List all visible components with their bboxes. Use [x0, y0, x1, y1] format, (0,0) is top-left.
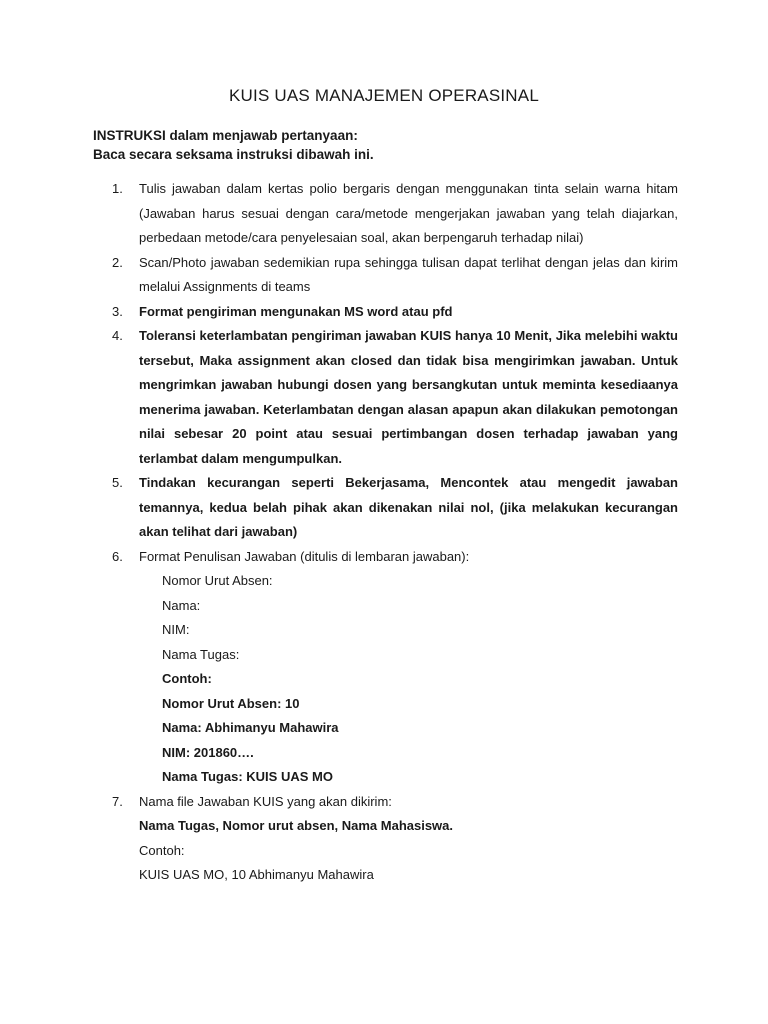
- list-item-7: [112, 790, 678, 888]
- item-number: 5.: [112, 475, 123, 490]
- list-item-3: [112, 300, 678, 325]
- list-item-5: [112, 471, 678, 545]
- item-number: 6.: [112, 548, 123, 564]
- example-line: Nomor Urut Absen: 10: [162, 695, 300, 711]
- item-number: 2.: [112, 254, 123, 270]
- item-number: 7.: [112, 793, 123, 809]
- instructions-header: [93, 126, 374, 164]
- answer-format-block: [139, 569, 678, 790]
- example-line: Nama: Abhimanyu Mahawira: [162, 720, 339, 735]
- list-item-1: [112, 177, 678, 251]
- item-text: Nama file Jawaban KUIS yang akan dikirim:: [139, 793, 392, 809]
- item-text: Format pengiriman mengunakan MS word atau pfd: [139, 303, 453, 319]
- instruction-list: [112, 177, 678, 888]
- example-line: Nama Tugas: KUIS UAS MO: [162, 769, 333, 784]
- item-text: Scan/Photo jawaban sedemikian rupa sehingga tulisan dapat terlihat dengan jelas dan kirim melalui Assignments di teams: [139, 254, 678, 294]
- instructions-line-1: INSTRUKSI dalam menjawab pertanyaan:: [93, 128, 358, 143]
- item-number: 3.: [112, 303, 123, 319]
- format-field: Nama:: [162, 597, 201, 613]
- document-title: KUIS UAS MANAJEMEN OPERASINAL: [229, 86, 539, 105]
- example-label: Contoh:: [162, 671, 212, 686]
- format-field: NIM:: [162, 622, 190, 637]
- item-text: Format Penulisan Jawaban (ditulis di lembaran jawaban):: [139, 548, 470, 564]
- item-text: Tindakan kecurangan seperti Bekerjasama, Mencontek atau mengedit jawaban temannya, kedua belah pihak akan dikenakan nilai nol, (jika melakukan kecurangan akan telihat dari jawaban): [139, 475, 678, 539]
- list-item-2: [112, 251, 678, 300]
- format-field: Nama Tugas:: [162, 646, 240, 662]
- item-text: Tulis jawaban dalam kertas polio bergaris dengan menggunakan tinta selain warna hitam (Jawaban harus sesuai dengan cara/metode mengerjakan jawaban yang telah diajarkan, perbedaan metode/cara penyelesaian soal, akan berpengaruh terhadap nilai): [139, 181, 678, 245]
- instructions-line-2: Baca secara seksama instruksi dibawah ini.: [93, 147, 374, 162]
- item-text: Toleransi keterlambatan pengiriman jawaban KUIS hanya 10 Menit, Jika melebihi waktu tersebut, Maka assignment akan closed dan tidak bisa mengirimkan jawaban. Untuk mengrimkan jawaban hubungi dosen yang bersangkutan untuk meminta kesediaanya menerima jawaban. Keterlambatan dengan alasan apapun akan dilakukan pemotongan nilai sebesar 20 point atau sesuai pertimbangan dosen terhadap jawaban yang terlambat dalam mengumpulkan.: [139, 328, 678, 466]
- item-number: 4.: [112, 328, 123, 343]
- example-line: NIM: 201860….: [162, 744, 254, 760]
- list-item-6: [112, 545, 678, 790]
- format-field: Nomor Urut Absen:: [162, 573, 273, 588]
- item-number: 1.: [112, 181, 123, 196]
- list-item-4: [112, 324, 678, 471]
- filename-example: KUIS UAS MO, 10 Abhimanyu Mahawira: [139, 867, 374, 882]
- example-label: Contoh:: [139, 842, 185, 858]
- filename-format: Nama Tugas, Nomor urut absen, Nama Mahasiswa.: [139, 818, 454, 833]
